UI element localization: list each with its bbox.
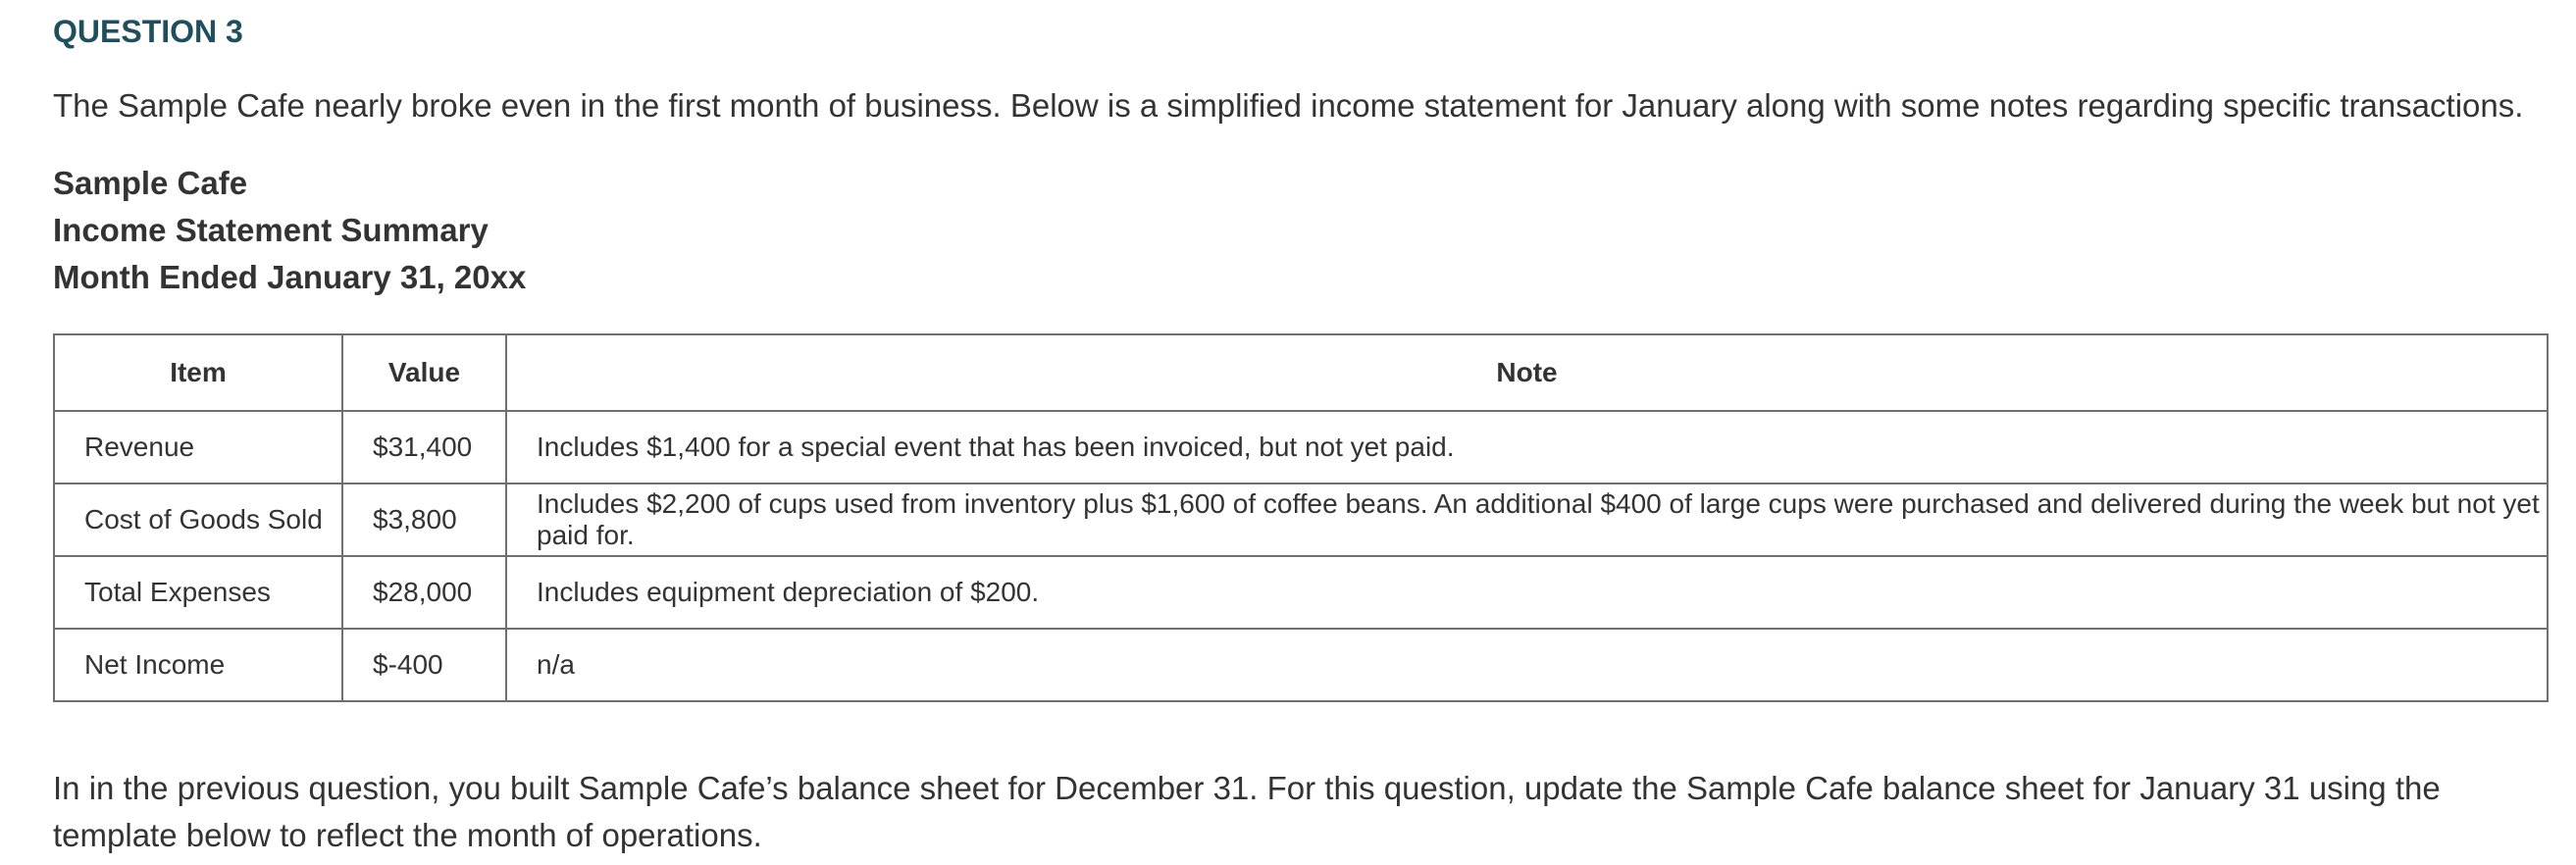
cell-note: Includes $2,200 of cups used from inventory plus $1,600 of coffee beans. An additional $400 of large cups were purchased and delivered during the week but not yet paid for.: [506, 483, 2548, 556]
cell-value: $-400: [342, 629, 506, 701]
cell-item: Revenue: [54, 411, 342, 483]
cell-note: n/a: [506, 629, 2548, 701]
followup-text: In in the previous question, you built Sample Cafe’s balance sheet for December 31. For this question, update the Sample Cafe balance sheet for January 31 using the template below to reflect the month of operations.: [53, 770, 2441, 853]
statement-company: Sample Cafe: [53, 165, 248, 201]
table-row: [54, 483, 2548, 556]
table-row: [54, 629, 2548, 701]
table-row: [54, 556, 2548, 629]
header-value: Value: [342, 334, 506, 411]
statement-period: Month Ended January 31, 20xx: [53, 259, 527, 295]
cell-item: Net Income: [54, 629, 342, 701]
cell-value: $3,800: [342, 483, 506, 556]
cell-note: Includes $1,400 for a special event that has been invoiced, but not yet paid.: [506, 411, 2548, 483]
cell-value: $31,400: [342, 411, 506, 483]
table-row: [54, 411, 2548, 483]
question-heading: QUESTION 3: [53, 14, 243, 49]
cell-item: Total Expenses: [54, 556, 342, 629]
header-item: Item: [54, 334, 342, 411]
statement-title: Income Statement Summary: [53, 212, 489, 248]
income-statement-table: [53, 333, 2549, 702]
cell-item: Cost of Goods Sold: [54, 483, 342, 556]
cell-note: Includes equipment depreciation of $200.: [506, 556, 2548, 629]
header-note: Note: [506, 334, 2548, 411]
question-intro: The Sample Cafe nearly broke even in the first month of business. Below is a simplified income statement for January along with some notes regarding specific transactions.: [53, 87, 2524, 124]
cell-value: $28,000: [342, 556, 506, 629]
table-header-row: [54, 334, 2548, 411]
